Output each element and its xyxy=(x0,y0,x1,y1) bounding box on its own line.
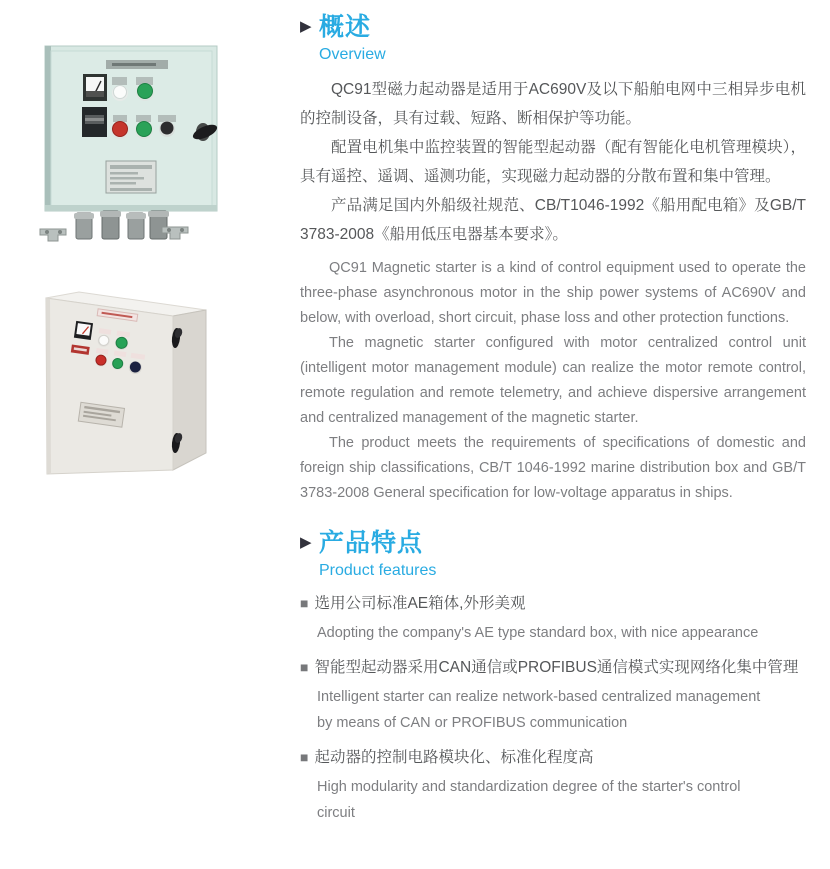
green-indicator-lamp xyxy=(138,84,153,99)
triangle-marker-icon: ▶ xyxy=(300,534,312,551)
feature-item xyxy=(300,591,806,646)
feature-zh-text: 起动器的控制电路模块化、标准化程度高 xyxy=(314,749,594,766)
overview-paragraph-en: QC91 Magnetic starter is a kind of control equipment used to operate the three-phase asynchronous motor in the ship power systems of AC690V and below, with overload, short circuit, phase loss and other protection functions. xyxy=(300,260,806,326)
overview-title-en: Overview xyxy=(319,46,386,63)
product-photo-perspective-view xyxy=(20,278,250,483)
overview-paragraph-en: The product meets the requirements of specifications of domestic and foreign ship classifications, CB/T 1046-1992 marine distribution box and GB/T 3783-2008 General specification for low-voltage apparatus in ships. xyxy=(300,435,806,501)
overview-title-zh: 概述 xyxy=(319,13,372,41)
red-pushbutton xyxy=(113,122,128,137)
triangle-marker-icon: ▶ xyxy=(300,18,312,35)
feature-zh-text: 智能型起动器采用CAN通信或PROFIBUS通信模式实现网络化集中管理 xyxy=(314,659,799,676)
button-label-plate xyxy=(158,115,176,122)
rating-nameplate xyxy=(106,161,156,193)
features-title-zh: 产品特点 xyxy=(319,529,424,557)
green-pushbutton xyxy=(137,122,152,137)
enclosure-front xyxy=(46,298,173,474)
feature-zh-line xyxy=(300,655,806,680)
cable-glands xyxy=(74,211,169,239)
breaker-switch xyxy=(82,107,107,137)
overview-paragraph-zh: 产品满足国内外船级社规范、CB/T1046-1992《船用配电箱》及GB/T 3783-2008《船用低压电器基本要求》。 xyxy=(300,197,806,243)
features-title-en: Product features xyxy=(319,562,437,579)
square-bullet-icon: ■ xyxy=(300,749,309,765)
square-bullet-icon: ■ xyxy=(300,595,309,611)
overview-header xyxy=(300,12,806,42)
features-header xyxy=(300,528,806,558)
feature-zh-text: 选用公司标准AE箱体,外形美观 xyxy=(314,595,526,612)
feature-item xyxy=(300,655,806,736)
button-label-plate xyxy=(112,77,127,85)
feature-en-text: High modularity and standardization degree of the starter's control circuit xyxy=(317,779,741,821)
button-label-plate xyxy=(113,115,127,122)
overview-section xyxy=(300,12,806,506)
feature-zh-line xyxy=(300,745,806,770)
ammeter-gauge xyxy=(83,74,107,101)
feature-en-text: Adopting the company's AE type standard box, with nice appearance xyxy=(317,625,759,641)
overview-paragraph-zh: 配置电机集中监控装置的智能型起动器（配有智能化电机管理模块），具有遥控、遥调、遥测功能，实现磁力起动器的分散布置和集中管理。 xyxy=(300,139,806,185)
features-section xyxy=(300,528,806,826)
overview-paragraph-en: The magnetic starter configured with motor centralized control unit (intelligent motor management module) can realize the motor remote control, remote regulation and remote telemetry, and achieve dispersive arrangement and centralized management of the magnetic starter. xyxy=(300,335,806,426)
overview-paragraph-zh: QC91型磁力起动器是适用于AC690V及以下船舶电网中三相异步电机的控制设备，具有过载、短路、断相保护等功能。 xyxy=(300,81,806,127)
feature-zh-line xyxy=(300,591,806,616)
button-label-plate xyxy=(136,115,151,122)
feature-en-text: Intelligent starter can realize network-based centralized management by means of CAN or PROFIBUS communication xyxy=(317,689,761,731)
content-column xyxy=(300,12,806,835)
square-bullet-icon: ■ xyxy=(300,659,309,675)
white-indicator-lamp xyxy=(114,86,127,99)
black-pushbutton xyxy=(161,122,174,135)
feature-item xyxy=(300,745,806,826)
ammeter-gauge xyxy=(74,321,93,340)
product-photo-front-view xyxy=(20,38,255,250)
